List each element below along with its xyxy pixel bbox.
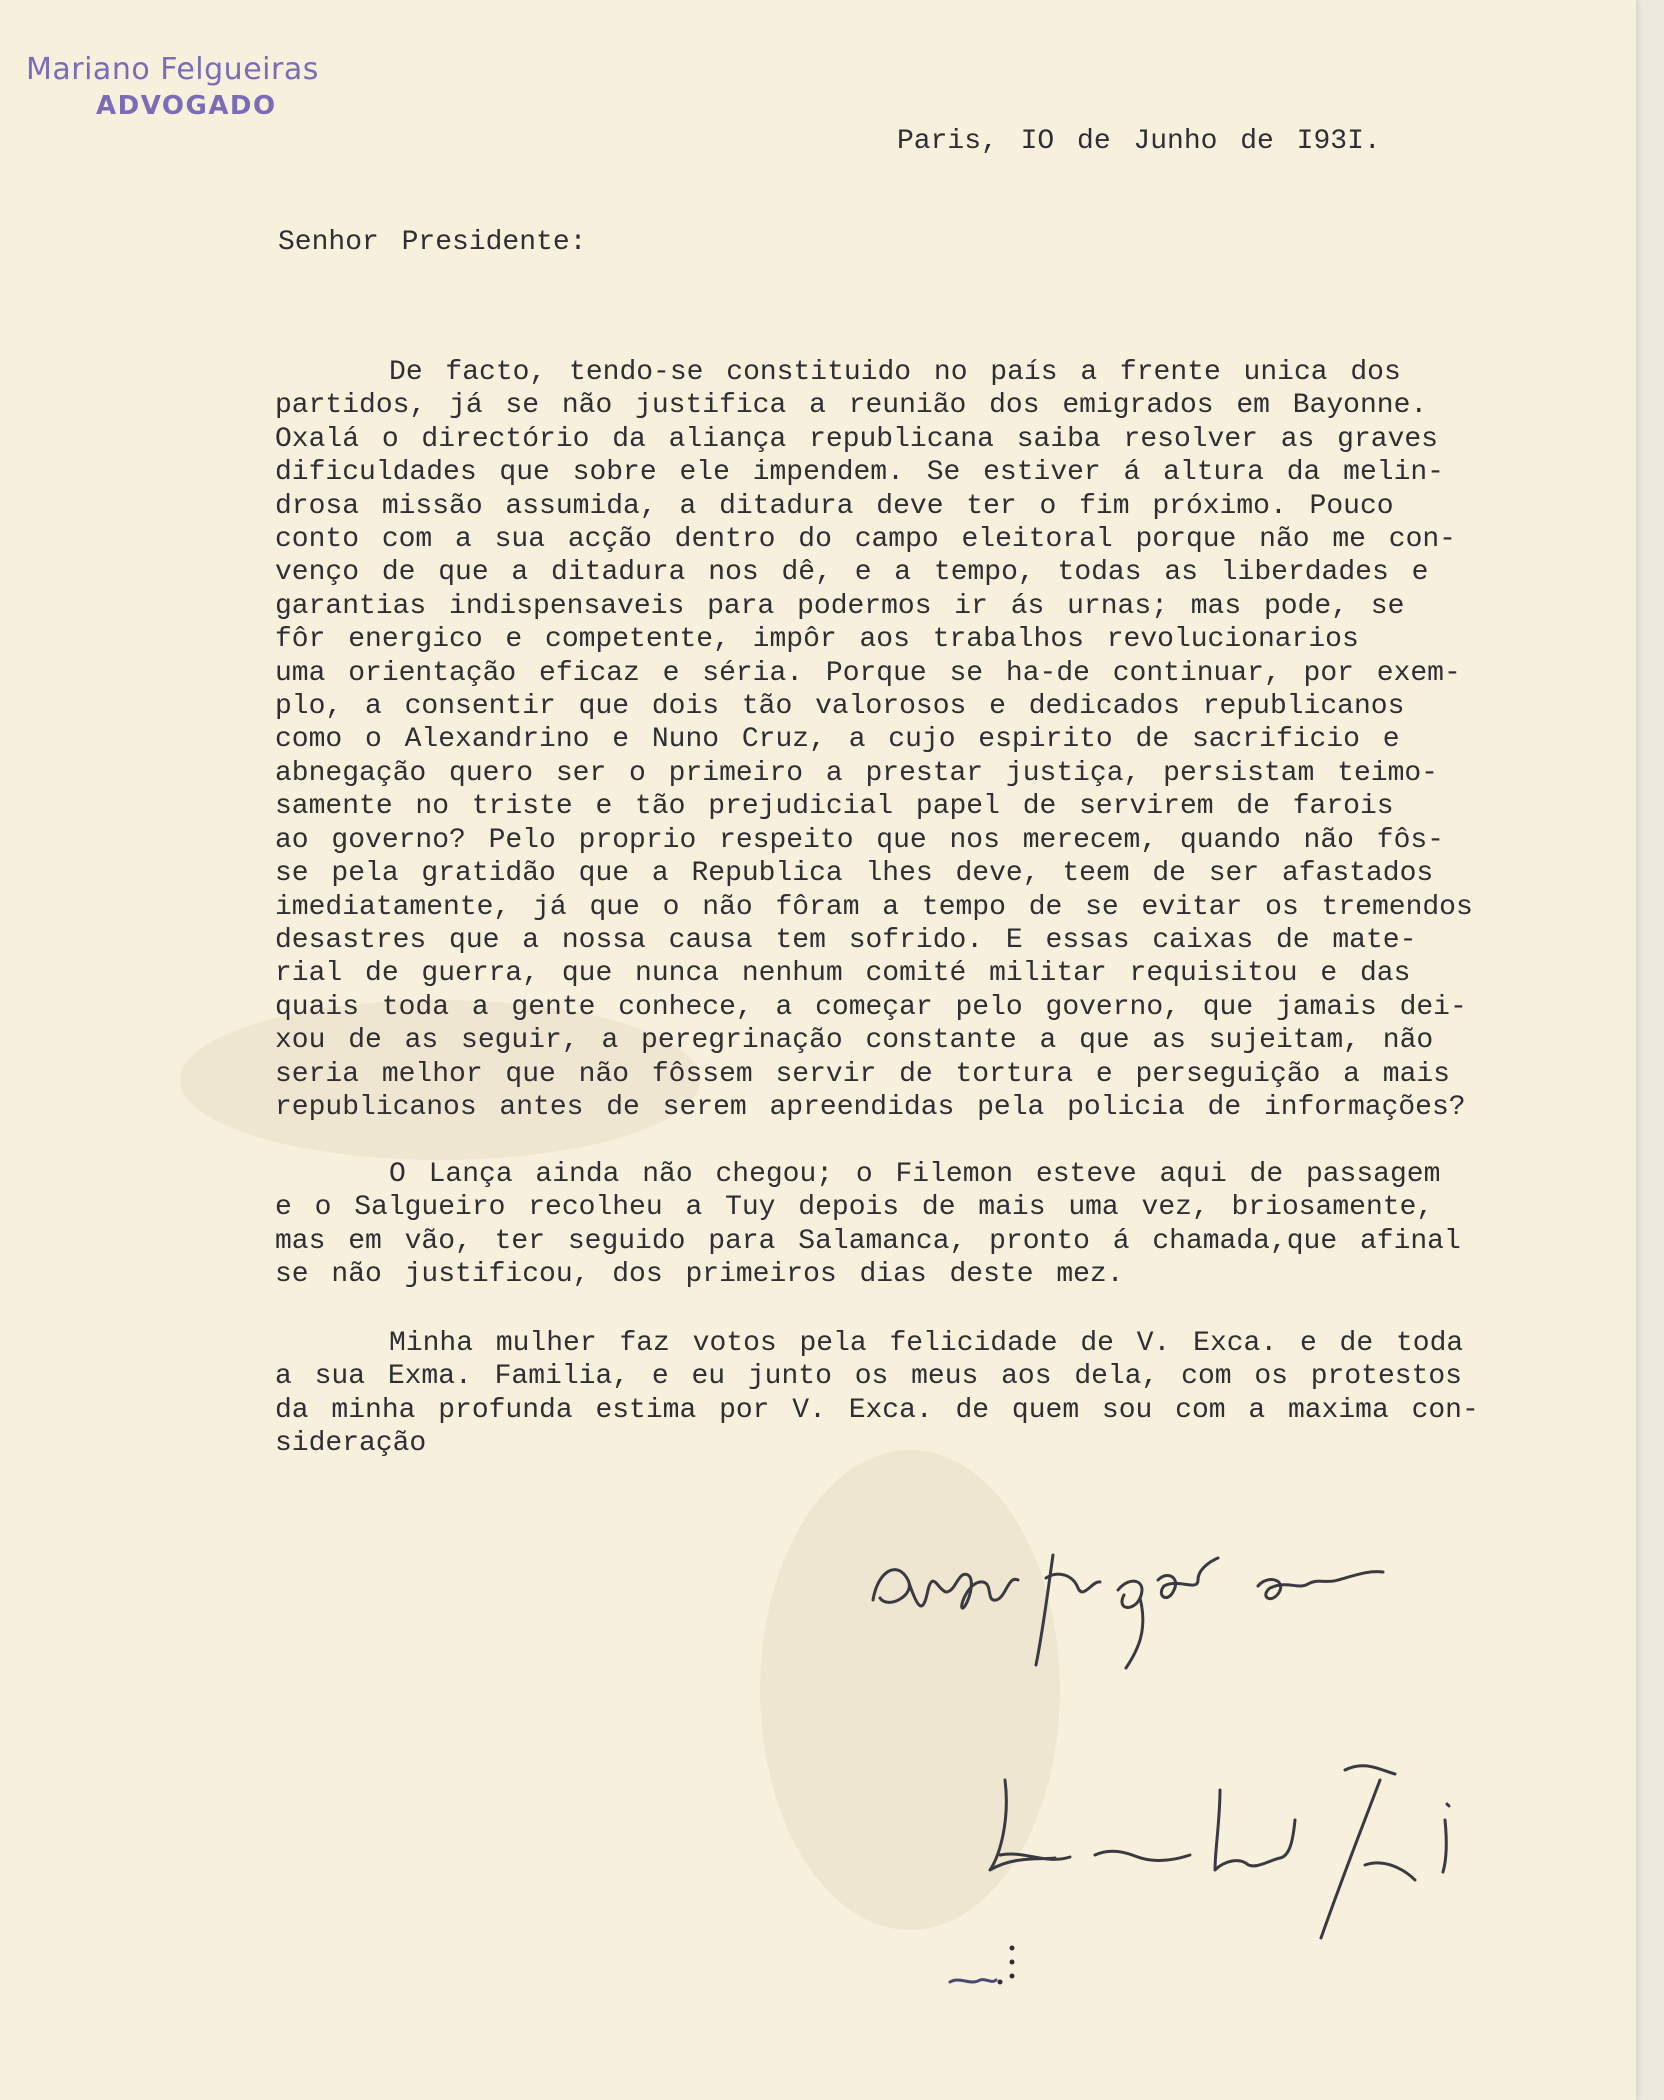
text-line: partidos, já se não justifica a reunião dos emigrados em Bayonne. [275,390,1428,422]
text-line: venço de que a ditadura nos dê, e a tempo, todas as liberdades e [275,557,1429,589]
letter-body [275,356,1615,1460]
text-line: drosa missão assumida, a ditadura deve ter o fim próximo. Pouco [275,490,1394,522]
text-line: dificuldades que sobre ele impendem. Se estiver á altura da melin- [275,457,1444,489]
paragraph-3 [275,1327,1479,1461]
letterhead-title: ADVOGADO [96,91,277,121]
text-line: Oxalá o directório da aliança republicana saiba resolver as graves [275,423,1438,455]
text-line: imediatamente, já que o não fôram a tempo de se evitar os tremendos [275,891,1473,923]
text-line: conto com a sua acção dentro do campo eleitoral porque não me con- [275,524,1456,556]
text-line: xou de as seguir, a peregrinação constante a que as sujeitam, não [275,1025,1434,1057]
text-line: se pela gratidão que a Republica lhes deve, teem de ser afastados [275,858,1434,890]
text-line: da minha profunda estima por V. Exca. de quem sou com a maxima con- [275,1394,1479,1426]
text-line: e o Salgueiro recolheu a Tuy depois de mais uma vez, briosamente, [275,1192,1434,1224]
text-line: samente no triste e tão prejudicial papel de servirem de farois [275,791,1394,823]
text-line: sideração [275,1428,427,1460]
text-line: plo, a consentir que dois tão valorosos e dedicados republicanos [275,691,1405,723]
text-line: garantias indispensaveis para podermos ir ás urnas; mas pode, se [275,590,1405,622]
text-line: seria melhor que não fôssem servir de tortura e perseguição a mais [275,1058,1450,1090]
text-line: ao governo? Pelo proprio respeito que nos merecem, quando não fôs- [275,824,1444,856]
letter-date: Paris, IO de Junho de I93I. [897,126,1381,157]
text-line: se não justificou, dos primeiros dias deste mez. [275,1259,1124,1291]
text-line: republicanos antes de serem apreendidas pela policia de informações? [275,1091,1466,1123]
text-line: uma orientação eficaz e séria. Porque se ha-de continuar, por exem- [275,657,1461,689]
salutation: Senhor Presidente: [278,227,587,258]
text-line: Minha mulher faz votos pela felicidade de V. Exca. e de toda [275,1328,1464,1359]
text-line: a sua Exma. Familia, e eu junto os meus aos dela, com os protestos [275,1361,1462,1393]
ink-marks [940,1940,1030,2000]
paragraph-2 [275,1158,1461,1292]
text-line: quais toda a gente conhece, a começar pelo governo, que jamais dei- [275,991,1467,1023]
main-signature [985,1760,1545,1950]
text-line: rial de guerra, que nunca nenhum comité militar requisitou e das [275,958,1411,990]
text-line: desastres que a nossa causa tem sofrido. E essas caixas de mate- [275,924,1417,956]
text-line: O Lança ainda não chegou; o Filemon esteve aqui de passagem [275,1159,1441,1190]
text-line: abnegação quero ser o primeiro a prestar justiça, persistam teimo- [275,757,1438,789]
text-line: fôr energico e competente, impôr aos trabalhos revolucionarios [275,624,1359,656]
text-line: como o Alexandrino e Nuno Cruz, a cujo espirito de sacrificio e [275,724,1400,756]
letterhead-name: Mariano Felgueiras [26,52,319,87]
text-line: mas em vão, ter seguido para Salamanca, pronto á chamada,que afinal [275,1225,1461,1257]
letterhead-stamp [26,52,319,121]
handwritten-closing-signature [868,1520,1428,1670]
text-line: De facto, tendo-se constituido no país a frente unica dos [275,357,1401,388]
paragraph-1 [275,356,1473,1124]
